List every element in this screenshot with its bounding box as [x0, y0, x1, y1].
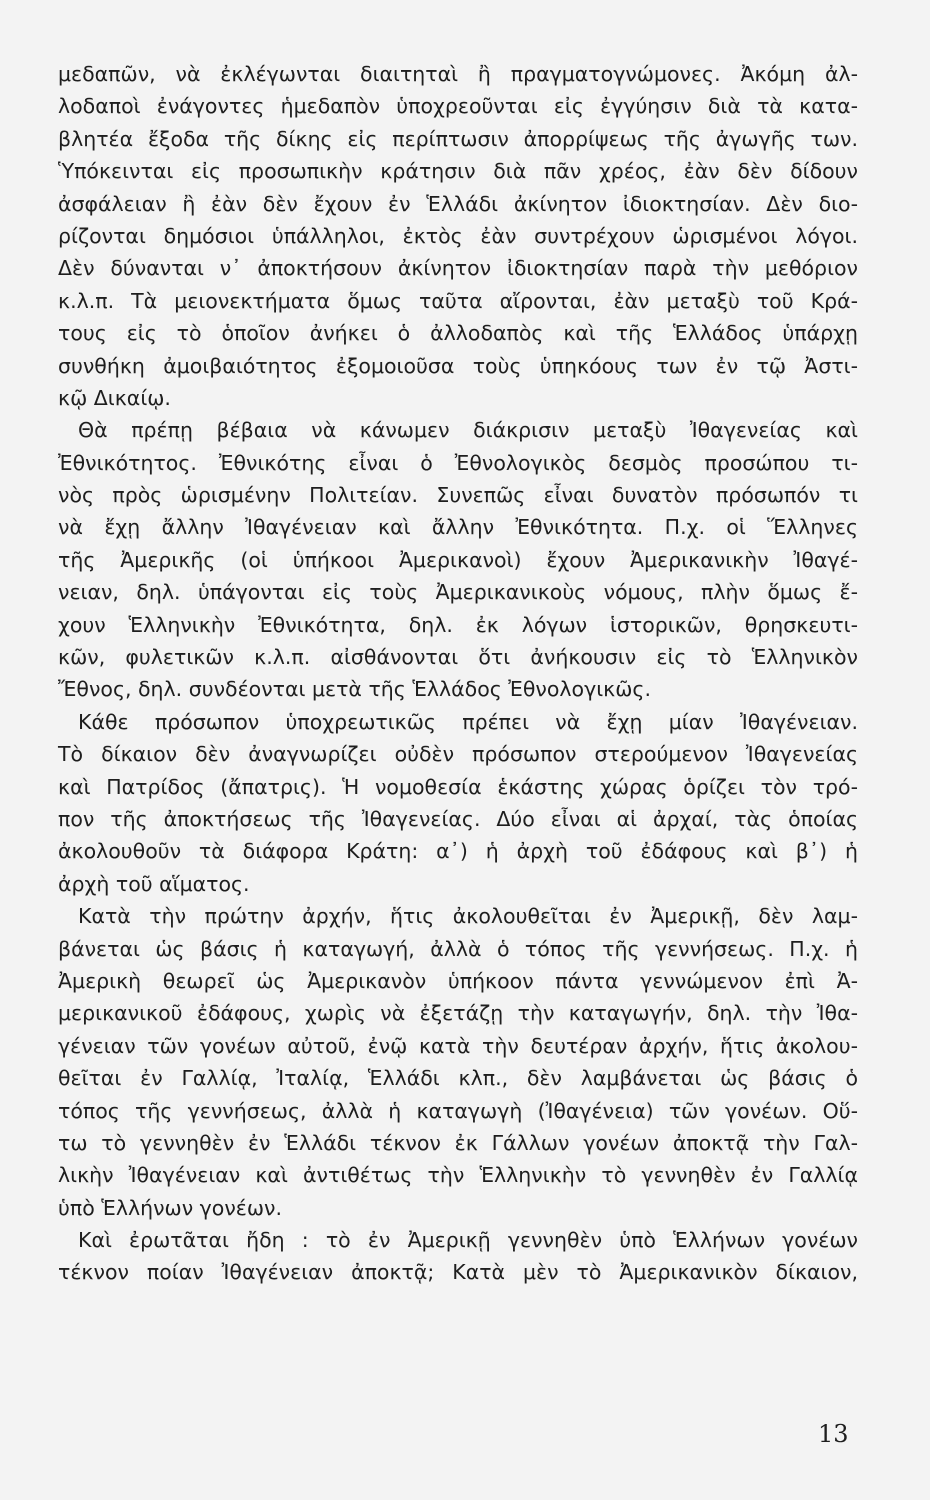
text-line: βλητέα ἔξοδα τῆς δίκης εἰς περίπτωσιν ἀπορρίψεως τῆς ἀγωγῆς των.	[58, 126, 858, 151]
text-line: Κάθε πρόσωπον ὑποχρεωτικῶς πρέπει νὰ ἔχῃ μίαν Ἰθαγένειαν.	[78, 709, 858, 734]
text-line: νὰ ἔχῃ ἄλλην Ἰθαγένειαν καὶ ἄλλην Ἐθνικότητα. Π.χ. οἱ Ἕλληνες	[58, 515, 858, 540]
text-line: ρίζονται δημόσιοι ὑπάλληλοι, ἐκτὸς ἐὰν συντρέχουν ὡρισμένοι λόγοι.	[58, 223, 858, 248]
text-line: χουν Ἑλληνικὴν Ἐθνικότητα, δηλ. ἐκ λόγων ἱστορικῶν, θρησκευτι-	[58, 612, 858, 637]
text-line: γένειαν τῶν γονέων αὐτοῦ, ἐνῷ κατὰ τὴν δευτέραν ἀρχήν, ἥτις ἀκολου-	[58, 1033, 858, 1058]
text-line: Κατὰ τὴν πρώτην ἀρχήν, ἥτις ἀκολουθεῖται ἐν Ἀμερικῇ, δὲν λαμ-	[78, 904, 858, 929]
text-line: λικὴν Ἰθαγένειαν καὶ ἀντιθέτως τὴν Ἑλληνικὴν τὸ γεννηθὲν ἐν Γαλλίᾳ	[58, 1163, 858, 1188]
text-line: νὸς πρὸς ὡρισμένην Πολιτείαν. Συνεπῶς εἶναι δυνατὸν πρόσωπόν τι	[58, 483, 858, 508]
text-line: βάνεται ὡς βάσις ἡ καταγωγή, ἀλλὰ ὁ τόπος τῆς γεννήσεως. Π.χ. ἡ	[58, 936, 858, 961]
text-line: καὶ Πατρίδος (ἄπατρις). Ἡ νομοθεσία ἑκάστης χώρας ὁρίζει τὸν τρό-	[58, 774, 858, 799]
text-line: μεδαπῶν, νὰ ἐκλέγωνται διαιτηταὶ ἢ πραγματογνώμονες. Ἀκόμη ἀλ-	[58, 62, 858, 86]
text-line: Ὑπόκεινται εἰς προσωπικὴν κράτησιν διὰ πᾶν χρέος, ἐὰν δὲν δίδουν	[58, 159, 858, 184]
text-line: ἀσφάλειαν ἢ ἐὰν δὲν ἔχουν ἐν Ἑλλάδι ἀκίνητον ἰδιοκτησίαν. Δὲν διο-	[58, 191, 858, 216]
text-line: Θὰ πρέπῃ βέβαια νὰ κάνωμεν διάκρισιν μεταξὺ Ἰθαγενείας καὶ	[78, 418, 858, 443]
text-line: Καὶ ἐρωτᾶται ἤδη : τὸ ἐν Ἀμερικῇ γεννηθὲν ὑπὸ Ἑλλήνων γονέων	[78, 1228, 858, 1253]
text-line: Ἐθνικότητος. Ἐθνικότης εἶναι ὁ Ἐθνολογικὸς δεσμὸς προσώπου τι-	[58, 450, 858, 475]
page-body	[58, 58, 858, 1289]
text-line: Δὲν δύνανται ν᾽ ἀποκτήσουν ἀκίνητον ἰδιοκτησίαν παρὰ τὴν μεθόριον	[58, 256, 858, 281]
text-line: ἀκολουθοῦν τὰ διάφορα Κράτη: α᾽) ἡ ἀρχὴ τοῦ ἐδάφους καὶ β᾽) ἡ	[58, 839, 858, 864]
text-line: ἀρχὴ τοῦ αἵματος.	[58, 871, 250, 896]
text-line: τω τὸ γεννηθὲν ἐν Ἑλλάδι τέκνον ἐκ Γάλλων γονέων ἀποκτᾷ τὴν Γαλ-	[58, 1130, 858, 1155]
text-line: συνθήκη ἀμοιβαιότητος ἐξομοιοῦσα τοὺς ὑπηκόους των ἐν τῷ Ἀστι-	[58, 353, 858, 378]
text-line: θεῖται ἐν Γαλλίᾳ, Ἰταλίᾳ, Ἑλλάδι κλπ., δὲν λαμβάνεται ὡς βάσις ὁ	[58, 1066, 858, 1091]
text-line: τέκνον ποίαν Ἰθαγένειαν ἀποκτᾷ; Κατὰ μὲν τὸ Ἀμερικανικὸν δίκαιον,	[58, 1260, 858, 1285]
text-line: κῶν, φυλετικῶν κ.λ.π. αἰσθάνονται ὅτι ἀνήκουσιν εἰς τὸ Ἑλληνικὸν	[58, 645, 858, 670]
text-line: τους εἰς τὸ ὁποῖον ἀνήκει ὁ ἀλλοδαπὸς καὶ τῆς Ἑλλάδος ὑπάρχῃ	[58, 321, 858, 346]
text-line: νειαν, δηλ. ὑπάγονται εἰς τοὺς Ἀμερικανικοὺς νόμους, πλὴν ὅμως ἔ-	[58, 580, 858, 605]
text-line: τῆς Ἀμερικῆς (οἱ ὑπήκοοι Ἀμερικανοὶ) ἔχουν Ἀμερικανικὴν Ἰθαγέ-	[58, 547, 858, 572]
text-line: λοδαποὶ ἐνάγοντες ἡμεδαπὸν ὑποχρεοῦνται εἰς ἐγγύησιν διὰ τὰ κατα-	[58, 94, 858, 119]
text-line: Τὸ δίκαιον δὲν ἀναγνωρίζει οὐδὲν πρόσωπον στερούμενον Ἰθαγενείας	[58, 742, 858, 767]
text-line: ὑπὸ Ἑλλήνων γονέων.	[58, 1195, 283, 1220]
text-line: μερικανικοῦ ἐδάφους, χωρὶς νὰ ἐξετάζῃ τὴν καταγωγήν, δηλ. τὴν Ἰθα-	[58, 1001, 858, 1026]
text-line: τόπος τῆς γεννήσεως, ἀλλὰ ἡ καταγωγὴ (Ἰθαγένεια) τῶν γονέων. Οὕ-	[58, 1098, 858, 1123]
text-line: πον τῆς ἀποκτήσεως τῆς Ἰθαγενείας. Δύο εἶναι αἱ ἀρχαί, τὰς ὁποίας	[58, 806, 858, 831]
text-line: Ἔθνος, δηλ. συνδέονται μετὰ τῆς Ἑλλάδος Ἐθνολογικῶς.	[58, 677, 651, 702]
text-line: Ἀμερικὴ θεωρεῖ ὡς Ἀμερικανὸν ὑπήκοον πάντα γεννώμενον ἐπὶ Ἀ-	[58, 968, 858, 993]
text-line: κ.λ.π. Τὰ μειονεκτήματα ὅμως ταῦτα αἴρονται, ἐὰν μεταξὺ τοῦ Κρά-	[58, 288, 858, 313]
text-line: κῷ Δικαίῳ.	[58, 385, 171, 410]
page-number: 13	[818, 1420, 849, 1448]
